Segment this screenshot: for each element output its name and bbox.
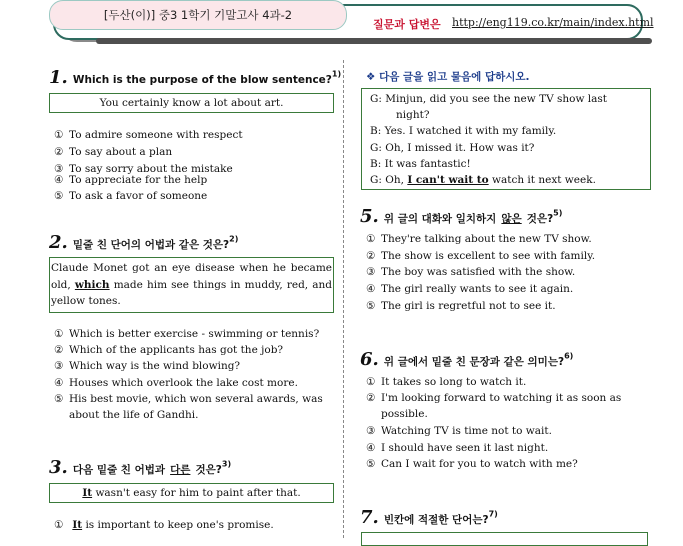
q1-title xyxy=(49,67,341,88)
dialog-line-last xyxy=(370,172,648,188)
q2-number: 2. xyxy=(49,232,68,253)
q7-number: 7. xyxy=(360,507,379,528)
q1-number: 1. xyxy=(49,67,68,88)
dialog-last-post: watch it next week. xyxy=(491,174,596,187)
q1-option[interactable] xyxy=(54,174,207,186)
option-text: Can I wait for you to watch with me? xyxy=(381,458,578,470)
q1-footnote: 1) xyxy=(331,69,342,79)
option-text: His best movie, which won several awards, was xyxy=(69,393,323,405)
q2-text: 밑줄 친 단어의 어법과 같은 것은? xyxy=(72,239,230,251)
option-number: ③ xyxy=(366,266,376,278)
option-text: Which of the applicants has got the job? xyxy=(69,344,284,356)
q2-box-underlined: which xyxy=(74,278,110,291)
q6-option[interactable] xyxy=(366,392,621,404)
q5-title xyxy=(360,206,562,227)
q6-title xyxy=(360,349,573,370)
dialog-line: night? xyxy=(396,109,430,122)
q2-title xyxy=(49,232,238,253)
option-text: The girl really wants to see it again. xyxy=(381,283,574,295)
q2-option-cont xyxy=(54,409,198,421)
option-text: It takes so long to watch it. xyxy=(381,376,527,388)
option-text: To say about a plan xyxy=(69,146,173,158)
option-text: possible. xyxy=(381,408,428,420)
option-number: ① xyxy=(54,129,64,141)
q6-option[interactable] xyxy=(366,376,526,388)
option-text: Houses which overlook the lake cost more. xyxy=(69,377,298,389)
q7-text: 빈칸에 적절한 단어는? xyxy=(383,514,489,526)
q7-box xyxy=(361,532,648,546)
q2-box-text-post: made him see things in muddy, red, and yellow tones. xyxy=(51,278,332,307)
q2-footnote: 2) xyxy=(229,234,239,244)
dialog-line: G: Oh, I missed it. How was it? xyxy=(370,141,535,154)
q6-option[interactable] xyxy=(366,442,548,454)
option-number: ⑤ xyxy=(366,458,376,470)
q6-number: 6. xyxy=(360,349,379,370)
dialog-last-pre: G: Oh, xyxy=(370,174,404,187)
q1-box: You certainly know a lot about art. xyxy=(49,93,334,113)
option-text: The girl is regretful not to see it. xyxy=(381,300,556,312)
q5-text-underlined: 않은 xyxy=(501,213,522,225)
option-number: ④ xyxy=(366,283,376,295)
q2-option[interactable] xyxy=(54,360,240,372)
option-text: They're talking about the new TV show. xyxy=(381,233,592,245)
option-number: ⑤ xyxy=(54,190,64,202)
q2-box-text-pre: Claude Monet got an eye disease when he became old, xyxy=(51,262,332,291)
q1-option[interactable] xyxy=(54,190,207,202)
qa-label: 질문과 답변은 xyxy=(373,18,441,31)
q2-option[interactable] xyxy=(54,328,319,340)
q1-text: Which is the purpose of the blow sentence? xyxy=(72,74,332,86)
q5-text-pre: 위 글의 대화와 일치하지 xyxy=(383,213,497,225)
q1-option[interactable] xyxy=(54,146,172,158)
option-number: ① xyxy=(54,519,64,531)
q2-option[interactable] xyxy=(54,377,298,389)
dialog-line: G: Minjun, did you see the new TV show last xyxy=(370,93,608,105)
dialog-last-underlined: I can't wait to xyxy=(407,174,489,187)
header-title: [두산(이)] 중3 1학기 기말고사 4과-2 xyxy=(49,0,347,30)
option-number: ④ xyxy=(54,174,64,186)
q3-box-text: wasn't easy for him to paint after that. xyxy=(95,487,301,499)
q5-text-post: 것은? xyxy=(526,213,554,225)
option-number: ③ xyxy=(54,360,64,372)
q5-option[interactable] xyxy=(366,233,592,245)
q5-number: 5. xyxy=(360,206,379,227)
option-text: Which way is the wind blowing? xyxy=(69,360,241,372)
dialog-line: B: It was fantastic! xyxy=(370,157,471,170)
q3-footnote: 3) xyxy=(221,459,232,469)
q3-text-underlined: 다른 xyxy=(170,464,191,476)
q6-option-cont xyxy=(366,408,428,420)
option-text: Watching TV is time not to wait. xyxy=(381,425,552,437)
option-number: ④ xyxy=(54,377,64,389)
q6-text: 위 글에서 밑줄 친 문장과 같은 의미는? xyxy=(383,356,565,368)
option-text: about the life of Gandhi. xyxy=(69,409,199,421)
option-text: The show is excellent to see with family. xyxy=(381,250,596,262)
option-text: I'm looking forward to watching it as soon as xyxy=(381,392,622,404)
dialog-box xyxy=(361,88,651,190)
option-text: is important to keep one's promise. xyxy=(85,519,274,531)
q3-option-underlined: It xyxy=(72,519,83,531)
q3-text-pre: 다음 밑줄 친 어법과 xyxy=(72,464,166,476)
option-text: Which is better exercise - swimming or tennis? xyxy=(69,328,320,340)
q1-option[interactable] xyxy=(54,129,243,141)
q5-option[interactable] xyxy=(366,283,573,295)
q5-footnote: 5) xyxy=(553,208,563,218)
option-number: ① xyxy=(54,328,64,340)
column-divider xyxy=(343,60,344,538)
q2-box xyxy=(49,257,334,313)
option-number: ⑤ xyxy=(366,300,376,312)
dialog-line: B: Yes. I watched it with my family. xyxy=(370,125,557,138)
option-text: To say sorry about the mistake xyxy=(69,163,233,175)
q2-option[interactable] xyxy=(54,393,323,405)
option-text: To admire someone with respect xyxy=(69,129,243,141)
q3-box-underlined: It xyxy=(82,487,93,499)
option-number: ① xyxy=(366,233,376,245)
option-number: ① xyxy=(366,376,376,388)
q6-footnote: 6) xyxy=(564,351,574,361)
q5-option[interactable] xyxy=(366,266,575,278)
option-text: I should have seen it last night. xyxy=(381,442,549,454)
option-text: To appreciate for the help xyxy=(69,174,208,186)
q3-option[interactable] xyxy=(54,519,274,531)
q2-option[interactable] xyxy=(54,344,283,356)
q3-box xyxy=(49,483,334,503)
q5-option[interactable] xyxy=(366,250,595,262)
q7-footnote: 7) xyxy=(488,509,498,519)
q3-number: 3. xyxy=(49,457,68,478)
option-number: ④ xyxy=(366,442,376,454)
q5-option[interactable] xyxy=(366,300,556,312)
q6-option[interactable] xyxy=(366,458,578,470)
url-link[interactable]: http://eng119.co.kr/main/index.html xyxy=(452,16,654,29)
option-number: ② xyxy=(54,344,64,356)
q7-title xyxy=(360,507,498,528)
header-bar xyxy=(96,38,652,44)
option-number: ⑤ xyxy=(54,393,64,405)
q6-option[interactable] xyxy=(366,425,552,437)
option-number: ③ xyxy=(54,163,64,175)
option-text: To ask a favor of someone xyxy=(69,190,208,202)
option-number: ② xyxy=(54,146,64,158)
option-number: ② xyxy=(366,250,376,262)
q3-title xyxy=(49,457,231,478)
instruction: ❖ 다음 글을 읽고 물음에 답하시오. xyxy=(366,71,530,83)
option-number: ② xyxy=(366,392,376,404)
q3-text-post: 것은? xyxy=(195,464,222,476)
option-number: ③ xyxy=(366,425,376,437)
option-text: The boy was satisfied with the show. xyxy=(381,266,576,278)
